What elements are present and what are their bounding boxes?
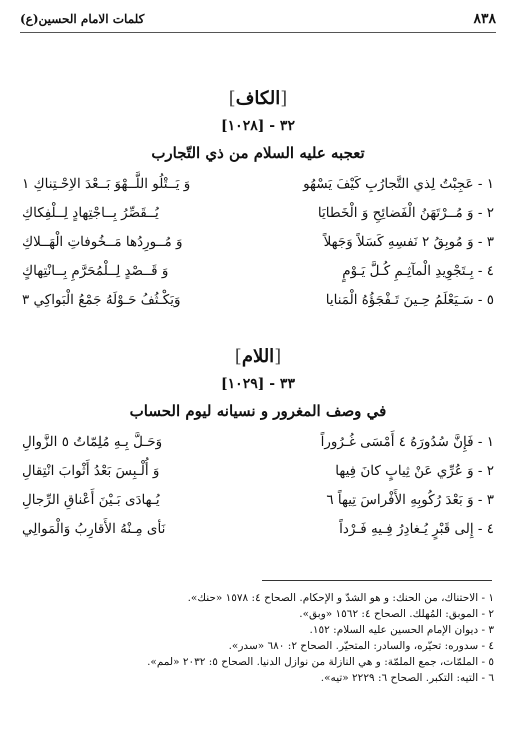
verse-first-hemistich: ٢ - وَ عُرِّي عَنْ ثِيابٍ كانَ فِيها	[335, 463, 494, 479]
verse-first-hemistich: ٢ - وَ مُــرْتَهَنُ الْفَضائِحِ وَ الْخَطايَا	[317, 205, 494, 221]
hadith-number: [١٠٢٩] - ٣٣	[221, 376, 295, 392]
verse-first-hemistich: ٣ - وَ مُوبِقُ ٢ نَفسِهِ كَسَلاً وَجَهلاً	[323, 234, 494, 250]
footnote: ٣ - ديوان الإمام الحسين عليه السلام: ١٥٢.	[309, 624, 494, 636]
hadith-number: [١٠٢٨] - ٣٢	[221, 118, 295, 134]
footnote: ٢ - الموبق: المُهلك. الصحاح ٤: ١٥٦٢ «وبق».	[299, 608, 494, 620]
hadith-subtitle: تعجبه عليه السلام من ذي التّجارب	[151, 144, 365, 162]
verse-second-hemistich: نَأى مِـنْهُ الأَقارِبُ وَالْمَوالِي	[22, 521, 166, 537]
footnote: ٤ - سدوره: تحيّره، والسادر: المتحيّر. الصحاح ٢: ٦٨٠ «سدر».	[228, 640, 494, 652]
verse-second-hemistich: وَ مُــورِدُها مَــخُوفاتِ الْهَــلاكِ	[22, 234, 183, 250]
book-title: كلمات الامام الحسين(ع)	[20, 12, 145, 26]
hadith-subtitle: في وصف المغرور و نسيانه ليوم الحساب	[129, 402, 387, 420]
footnotes	[22, 590, 494, 686]
footnote: ٥ - الملمّات، جمع الملمّة: و هي النازلة من نوازل الدنيا. الصحاح ٥: ٢٠٣٢ «لمم».	[147, 656, 494, 668]
poem-section-2	[22, 428, 494, 544]
section-title-kaf: [الكاف]	[228, 88, 288, 109]
verse-second-hemistich: يُـهادَى بَـيْنَ أَعْناقِ الرِّجالِ	[22, 492, 160, 508]
verse-line	[22, 486, 494, 515]
verse-first-hemistich: ٣ - وَ بَعْدَ رُكُوبِهِ الأَفْراسَ تِيهاً ٦	[326, 492, 494, 508]
verse-first-hemistich: ٤ - بِـتَجْوِيدِ الْمآثِـمِ كُـلَّ يَـوْمٍ	[342, 263, 494, 279]
poem-section-1	[22, 170, 494, 315]
verse-line	[22, 170, 494, 199]
verse-line	[22, 457, 494, 486]
section-title-lam: [اللام]	[234, 346, 282, 367]
footnote: ٦ - التيه: التكبر. الصحاح ٦: ٢٢٢٩ «تيه».	[320, 672, 494, 684]
footnote: ١ - الاحتناك، من الحنك: و هو الشدّ و الإحكام. الصحاح ٤: ١٥٧٨ «حنك».	[187, 592, 494, 604]
verse-second-hemistich: وَ أُلْـبِسَ بَعْدُ أَثْوابَ انْتِقالِ	[22, 463, 160, 479]
verse-line	[22, 257, 494, 286]
verse-second-hemistich: وَ يَــتْلُو اللَّــهْوَ بَــعْدَ الاِحْـتِناكِ ١	[22, 176, 191, 192]
verse-second-hemistich: وَيَكْـثُفُ حَـوْلَهُ جَمْعُ الْبَواكِي ٣	[22, 292, 181, 308]
verse-line	[22, 286, 494, 315]
verse-second-hemistich: وَ قَــصْدٍ لِــلْمُحَرَّمِ بِــانْتِهاكٍ	[22, 263, 169, 279]
verse-line	[22, 199, 494, 228]
page-header	[20, 6, 496, 33]
page-number: ٨٣٨	[473, 11, 496, 27]
verse-first-hemistich: ١ - فَإِنَّ سُدُورَهُ ٤ أَمْسَى غُـرُوراً	[320, 434, 494, 450]
verse-line	[22, 228, 494, 257]
verse-first-hemistich: ١ - عَجِبْتُ لِذي التَّجارُبِ كَيْفَ يَسْهُو	[303, 176, 494, 192]
verse-first-hemistich: ٥ - سَـيَعْلَمُ حِـينَ تَـفْجَؤُهُ الْمَنايا	[325, 292, 494, 308]
verse-second-hemistich: وَحَـلَّ بِـهِ مُلِمّاتُ ٥ الزَّوالِ	[22, 434, 163, 450]
verse-line	[22, 428, 494, 457]
verse-second-hemistich: يُــقَصِّرُ بِــاجْتِهادٍ لِــلْفِكاكِ	[22, 205, 159, 221]
verse-first-hemistich: ٤ - إِلى قَبْرٍ يُـغادِرُ فِـيهِ فَـرْداً	[339, 521, 494, 537]
footnote-divider	[262, 580, 492, 581]
verse-line	[22, 515, 494, 544]
